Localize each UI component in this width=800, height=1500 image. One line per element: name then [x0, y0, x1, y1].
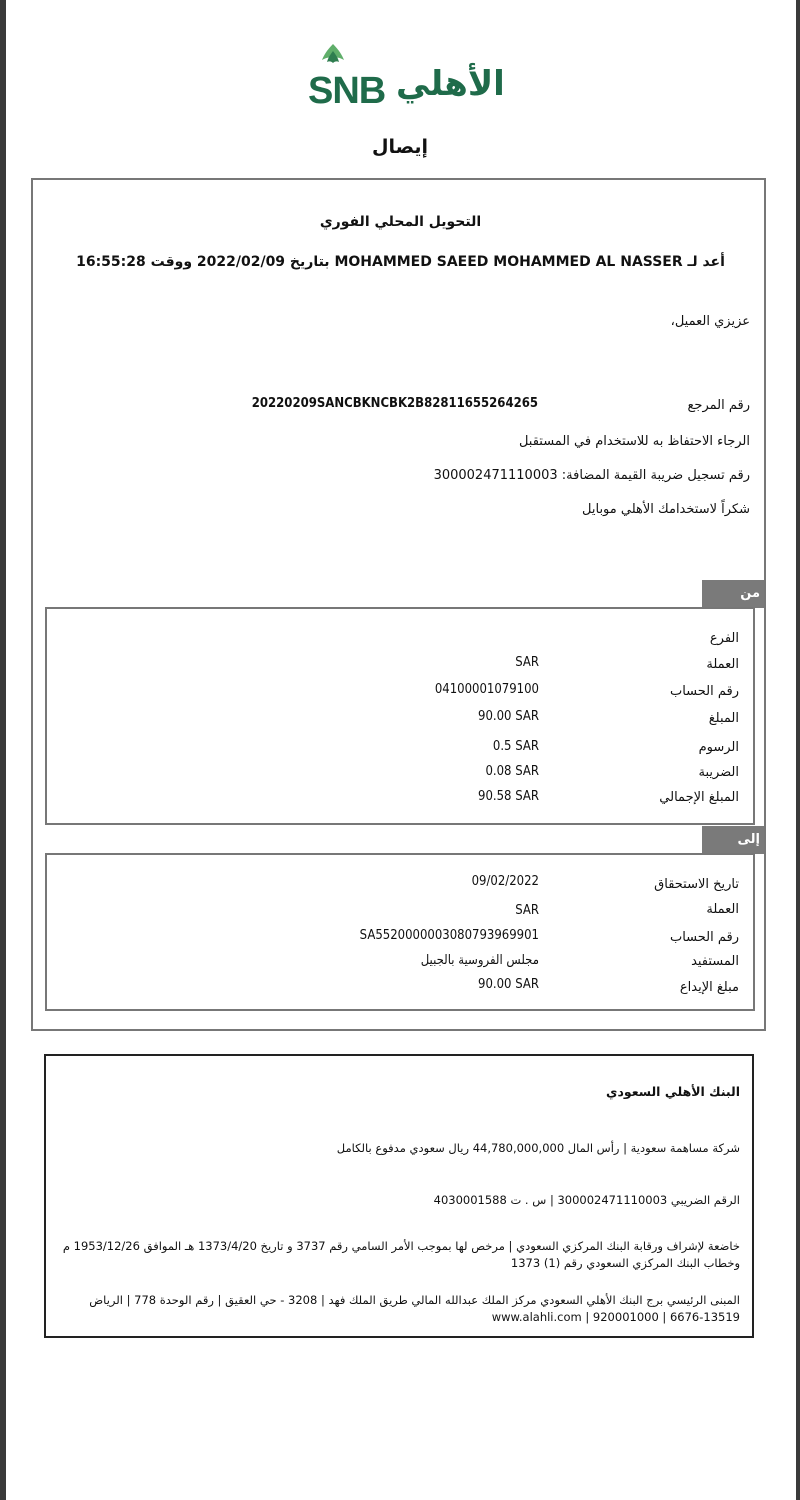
footer-tax-line: الرقم الضريبي 300002471110003 | س . ت 4030001588: [433, 1193, 740, 1207]
to-due-date-value: 09/02/2022: [471, 874, 539, 889]
from-amount-label: المبلغ: [708, 711, 739, 726]
window-right-edge: [796, 0, 800, 1500]
greeting: عزيزي العميل،: [670, 314, 750, 329]
from-total-value: 90.58 SAR: [478, 789, 539, 804]
receipt-main-box: [31, 178, 766, 1031]
to-account-label: رقم الحساب: [669, 930, 739, 945]
transfer-title: التحويل المحلي الفوري: [319, 214, 482, 230]
to-beneficiary-label: المستفيد: [691, 954, 739, 969]
to-deposit-value: 90.00 SAR: [478, 977, 539, 992]
logo-latin-text: SNB: [308, 70, 386, 112]
to-currency-label: العملة: [706, 902, 739, 917]
window-left-edge: [0, 0, 6, 1500]
from-tax-label: الضريبة: [698, 765, 739, 780]
footer-regulation-line: خاضعة لإشراف ورقابة البنك المركزي السعودي | مرخص لها بموجب الأمر السامي رقم 3737 و تاريخ 1373/4/20 هـ الموافق 1953/12/26 م وخطاب البنك المركزي السعودي رقم (1) 1373: [62, 1239, 740, 1270]
to-due-date-label: تاريخ الاستحقاق: [654, 877, 739, 892]
from-fees-label: الرسوم: [698, 740, 739, 755]
from-fees-value: 0.5 SAR: [492, 739, 539, 754]
footer-bank-name: البنك الأهلي السعودي: [606, 1084, 740, 1099]
document-title: إيصال: [372, 136, 428, 158]
logo-leaf-icon: [318, 42, 348, 72]
bank-info-footer: [44, 1054, 754, 1338]
snb-logo: [300, 42, 505, 117]
to-deposit-label: مبلغ الإيداع: [679, 980, 739, 995]
from-account-label: رقم الحساب: [669, 684, 739, 699]
keep-note: الرجاء الاحتفاظ به للاستخدام في المستقبل: [518, 434, 750, 449]
thanks-line: شكراً لاستخدامك الأهلي موبايل: [582, 502, 750, 517]
to-section-tab: إلى: [702, 826, 764, 854]
footer-capital-line: شركة مساهمة سعودية | رأس المال 44,780,000,000 ريال سعودي مدفوع بالكامل: [336, 1141, 740, 1155]
vat-line: رقم تسجيل ضريبة القيمة المضافة: 300002471110003: [433, 468, 750, 483]
from-section-tab: من: [702, 580, 764, 608]
issued-for-line: أعد لـ MOHAMMED SAEED MOHAMMED AL NASSER بتاريخ 2022/02/09 ووقت 16:55:28: [76, 254, 725, 270]
reference-value: 20220209SANCBKNCBK2B82811655264265: [251, 396, 538, 411]
from-amount-value: 90.00 SAR: [478, 709, 539, 724]
footer-address-line: المبنى الرئيسي برج البنك الأهلي السعودي مركز الملك عبدالله المالي طريق الملك فهد | 3208 - حي العقيق | رقم الوحدة 778 | الرياض 13519-6676 | 920001000 | www.alahli.com: [89, 1293, 740, 1324]
from-account-value: 04100001079100: [434, 682, 539, 697]
to-beneficiary-value: مجلس الفروسية بالجبيل: [420, 953, 539, 968]
from-currency-value: SAR: [515, 655, 539, 670]
from-total-label: المبلغ الإجمالي: [659, 790, 739, 805]
logo-arabic-text: الأهلي: [396, 64, 505, 104]
to-currency-value: SAR: [515, 903, 539, 918]
from-currency-label: العملة: [706, 657, 739, 672]
reference-label: رقم المرجع: [687, 398, 750, 413]
from-tax-value: 0.08 SAR: [485, 764, 539, 779]
to-account-value: SA5520000003080793969901: [359, 928, 539, 943]
from-branch-label: الفرع: [709, 631, 739, 646]
from-section-box: [45, 607, 755, 825]
to-section-box: [45, 853, 755, 1011]
